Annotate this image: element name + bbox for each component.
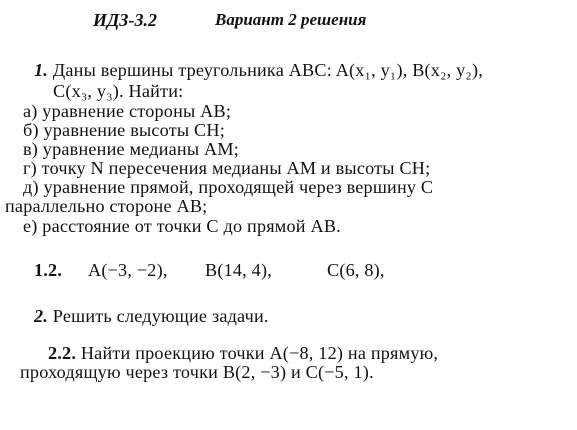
variant-title: Вариант 2 решения [215, 10, 367, 29]
task1-line2: C(x₃, y₃). Найти: [53, 81, 184, 101]
task1-item-v: в) уравнение медианы AM; [23, 139, 239, 159]
task1-item-e: е) расстояние от точки C до прямой AB. [23, 216, 341, 236]
task2-line [34, 306, 269, 326]
task2-2-line1 [48, 343, 438, 363]
task1-2-point-c: C(6, 8), [327, 260, 385, 280]
task1-number: 1. [34, 60, 49, 80]
task1-2-number: 1.2. [34, 260, 63, 280]
task1-line1 [34, 60, 483, 80]
task1-text-line1: Даны вершины треугольника ABC: A(x₁, y₁), B(x₂, y₂), [48, 60, 483, 80]
task2-number: 2. [34, 306, 49, 326]
task1-item-b: б) уравнение высоты CH; [23, 120, 225, 140]
task2-2-text-line1: Найти проекцию точки A(−8, 12) на прямую, [76, 343, 439, 363]
task1-item-d-continued: параллельно стороне AB; [5, 196, 208, 216]
task1-2-point-a: A(−3, −2), [88, 260, 168, 280]
task2-text: Решить следующие задачи. [48, 306, 269, 326]
assignment-id: ИДЗ-3.2 [93, 10, 157, 30]
task1-item-a: а) уравнение стороны AB; [23, 101, 232, 121]
task2-2-number: 2.2. [48, 343, 77, 363]
task1-item-d: д) уравнение прямой, проходящей через вершину C [23, 177, 434, 197]
task1-item-g: г) точку N пересечения медианы AM и высоты CH; [23, 158, 431, 178]
document-header [0, 8, 577, 32]
task1-2-point-b: B(14, 4), [205, 260, 272, 280]
task2-2-line2: проходящую через точки B(2, −3) и C(−5, 1). [20, 362, 374, 382]
